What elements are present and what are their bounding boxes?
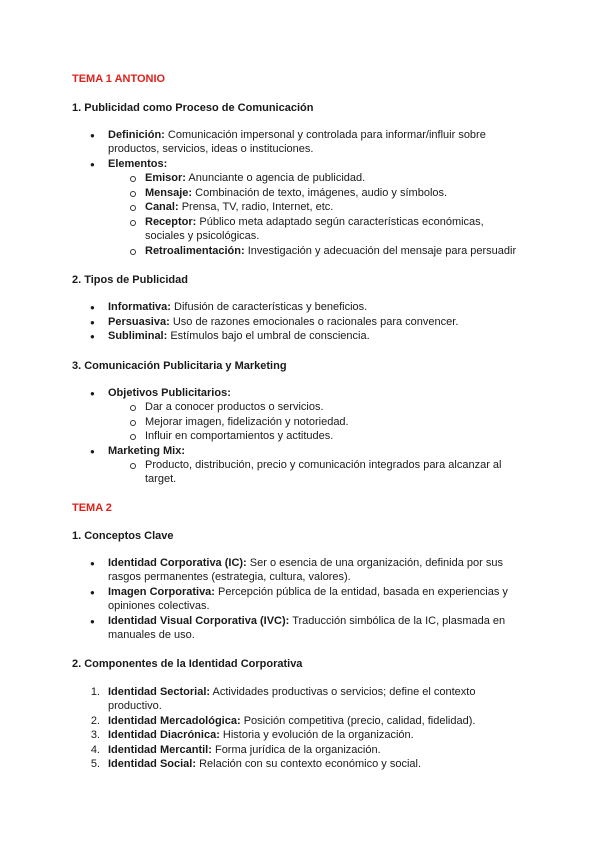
objetivo-item: Influir en comportamientos y actitudes. (145, 430, 334, 442)
tema1-section1-heading: 1. Publicidad como Proceso de Comunicación (72, 102, 314, 114)
list-number: 3. (90, 729, 100, 741)
componente-item: Identidad Social: Relación con su contexto económico y social. (108, 758, 422, 770)
tema2-section2-heading: 2. Componentes de la Identidad Corporativa (72, 658, 303, 670)
definicion-line: Definición: Comunicación impersonal y controlada para informar/influir sobre (108, 129, 486, 141)
list-number: 5. (90, 758, 100, 770)
componente-item-2: productivo. (108, 700, 162, 712)
receptor-line-2: sociales y psicológicas. (145, 230, 260, 242)
definicion-line-2: productos, servicios, ideas o instituciones. (108, 143, 314, 155)
tema1-title: TEMA 1 ANTONIO (72, 73, 166, 85)
componente-item: Identidad Sectorial: Actividades productivas o servicios; define el contexto (108, 686, 476, 698)
list-number: 4. (90, 744, 100, 756)
subliminal-line: Subliminal: Estímulos bajo el umbral de consciencia. (108, 330, 370, 342)
elementos-label: Elementos: (108, 158, 168, 170)
identidad-corporativa-line-2: rasgos permanentes (estrategia, cultura, valores). (108, 571, 351, 583)
componente-item: Identidad Mercadológica: Posición competitiva (precio, calidad, fidelidad). (108, 715, 476, 727)
circle-bullet-icon (130, 463, 136, 469)
marketing-mix-item-2: target. (145, 473, 177, 485)
circle-bullet-icon (130, 434, 136, 440)
componente-item: Identidad Mercantil: Forma jurídica de la organización. (108, 744, 381, 756)
bullet-icon: ● (90, 131, 95, 140)
bullet-icon: ● (90, 559, 95, 568)
bullet-icon: ● (90, 303, 95, 312)
marketing-mix-item: Producto, distribución, precio y comunicación integrados para alcanzar al (145, 459, 502, 471)
componente-item: Identidad Diacrónica: Historia y evolución de la organización. (108, 729, 414, 741)
persuasiva-line: Persuasiva: Uso de razones emocionales o racionales para convencer. (108, 316, 459, 328)
bullet-icon: ● (90, 588, 95, 597)
receptor-line: Receptor: Público meta adaptado según características económicas, (145, 216, 484, 228)
bullet-icon: ● (90, 332, 95, 341)
bullet-icon: ● (90, 447, 95, 456)
circle-bullet-icon (130, 191, 136, 197)
bullet-icon: ● (90, 617, 95, 626)
tema1-section2-heading: 2. Tipos de Publicidad (72, 274, 188, 286)
list-number: 2. (90, 715, 100, 727)
objetivo-item: Mejorar imagen, fidelización y notoriedad. (145, 416, 349, 428)
circle-bullet-icon (130, 220, 136, 226)
emisor-line: Emisor: Anunciante o agencia de publicidad. (145, 172, 366, 184)
imagen-corporativa-line-2: opiniones colectivas. (108, 600, 210, 612)
canal-line: Canal: Prensa, TV, radio, Internet, etc. (145, 201, 334, 213)
bullet-icon: ● (90, 318, 95, 327)
circle-bullet-icon (130, 205, 136, 211)
bullet-icon: ● (90, 160, 95, 169)
ivc-line: Identidad Visual Corporativa (IVC): Traducción simbólica de la IC, plasmada en (108, 615, 506, 627)
imagen-corporativa-line: Imagen Corporativa: Percepción pública de la entidad, basada en experiencias y (108, 586, 508, 598)
circle-bullet-icon (130, 249, 136, 255)
retroalimentacion-line: Retroalimentación: Investigación y adecuación del mensaje para persuadir (145, 245, 517, 257)
ivc-line-2: manuales de uso. (108, 629, 195, 641)
tema2-section1-heading: 1. Conceptos Clave (72, 530, 174, 542)
marketing-mix-label: Marketing Mix: (108, 445, 186, 457)
list-number: 1. (90, 686, 100, 698)
objetivo-item: Dar a conocer productos o servicios. (145, 401, 324, 413)
tema1-section3-heading: 3. Comunicación Publicitaria y Marketing (72, 360, 287, 372)
bullet-icon: ● (90, 389, 95, 398)
circle-bullet-icon (130, 420, 136, 426)
tema2-title: TEMA 2 (72, 502, 112, 514)
mensaje-line: Mensaje: Combinación de texto, imágenes, audio y símbolos. (145, 187, 448, 199)
circle-bullet-icon (130, 176, 136, 182)
objetivos-label: Objetivos Publicitarios: (108, 387, 231, 399)
identidad-corporativa-line: Identidad Corporativa (IC): Ser o esencia de una organización, definida por sus (108, 557, 503, 569)
circle-bullet-icon (130, 405, 136, 411)
informativa-line: Informativa: Difusión de características y beneficios. (108, 301, 368, 313)
